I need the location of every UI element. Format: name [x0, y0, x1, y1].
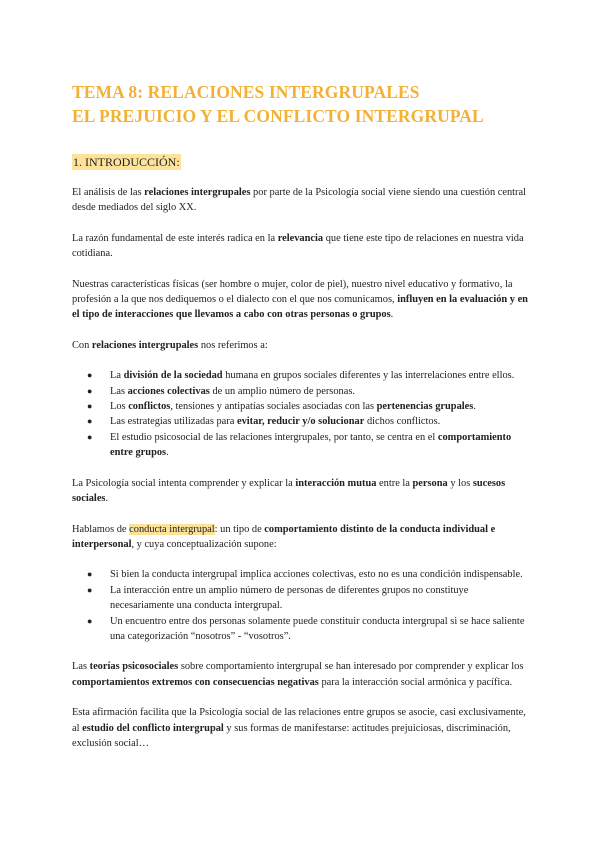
- bold-text: relaciones intergrupales: [91, 339, 199, 351]
- list-item: [87, 384, 534, 399]
- text: y sus formas de manifestarse: actitudes prejuiciosas, discriminación, exclusión social…: [72, 722, 511, 749]
- bullet-icon: ●: [87, 401, 93, 412]
- text: entre la: [376, 477, 413, 489]
- paragraph-4: [72, 338, 534, 353]
- bold-text: teorías psicosociales: [89, 661, 179, 673]
- title-line-2: EL PREJUICIO Y EL CONFLICTO INTERGRUPAL: [72, 106, 484, 126]
- text: Esta afirmación facilita que la Psicología social de las relaciones entre grupos se asocie, casi exclusivamente, al: [72, 707, 526, 734]
- bold-text: conflictos: [128, 401, 171, 413]
- bullet-icon: ●: [87, 569, 93, 580]
- bullet-icon: ●: [87, 370, 93, 381]
- list-item: [87, 399, 534, 414]
- paragraph-8: [72, 705, 534, 751]
- bold-text: sucesos sociales: [72, 477, 506, 505]
- bold-text: interacción mutua: [295, 477, 377, 489]
- text: Hablamos de: [72, 523, 130, 535]
- bullet-icon: ●: [87, 615, 93, 626]
- text: Nuestras características físicas (ser hombre o mujer, color de piel), nuestro nivel educativo y formativo, la profesión a la que nos dediquemos o el dialecto con el que nos comunicamos,: [72, 278, 513, 306]
- bold-text: influyen en la evaluación y en el tipo de interacciones que llevamos a cabo con otras personas o grupos: [72, 294, 528, 321]
- text: sobre comportamiento intergrupal se han interesado por comprender y explicar los: [178, 661, 524, 673]
- bullet-icon: ●: [87, 431, 93, 442]
- highlighted-text: conducta intergrupal: [129, 523, 215, 535]
- text: .: [390, 309, 394, 321]
- text: Las estrategias utilizadas para: [110, 416, 237, 428]
- bold-text: relevancia: [277, 232, 324, 244]
- bold-text: división de la sociedad: [123, 370, 223, 382]
- list-item: [87, 430, 534, 461]
- text: para la interacción social armónica y pacífica.: [318, 676, 513, 688]
- text: dichos conflictos.: [364, 416, 441, 428]
- text: .: [166, 447, 169, 459]
- document-title: [72, 80, 484, 128]
- bold-text: pertenencias grupales: [376, 401, 474, 413]
- text: La Psicología social intenta comprender y explicar la: [72, 477, 296, 489]
- title-line-1: TEMA 8: RELACIONES INTERGRUPALES: [72, 82, 420, 102]
- paragraph-5: [72, 476, 534, 507]
- text: .: [105, 493, 109, 505]
- text: Los: [110, 401, 129, 413]
- bullet-icon: ●: [87, 385, 93, 396]
- bullet-icon: ●: [87, 416, 93, 427]
- list-item: [87, 368, 534, 383]
- text: y los: [447, 477, 473, 489]
- bold-text: evitar, reducir y/o solucionar: [236, 416, 365, 428]
- bold-text: relaciones intergrupales: [144, 187, 251, 198]
- list-item: [87, 614, 534, 645]
- bold-text: comportamientos extremos con consecuencias negativas: [72, 676, 319, 688]
- paragraph-6: [72, 522, 534, 553]
- paragraph-7: [72, 659, 534, 690]
- bold-text: estudio del conflicto intergrupal: [82, 722, 224, 734]
- text: nos referimos a:: [198, 339, 268, 351]
- text: de un amplio número de personas.: [209, 385, 355, 397]
- bullet-list-2: [72, 567, 534, 644]
- list-item: [87, 567, 534, 582]
- text: La razón fundamental de este interés radica en la: [72, 232, 278, 244]
- text: , tensiones y antipatías sociales asociadas con las: [170, 401, 377, 413]
- paragraph-2: [72, 231, 534, 262]
- text: Si bien la conducta intergrupal implica acciones colectivas, esto no es una condición indispensable.: [110, 569, 523, 581]
- text: que tiene este tipo de relaciones en nuestra vida cotidiana.: [72, 232, 524, 260]
- section-heading: 1. INTRODUCCIÓN:: [73, 155, 180, 169]
- text: humana en grupos sociales diferentes y las interrelaciones entre ellos.: [222, 370, 515, 382]
- text: Las: [72, 661, 90, 673]
- document-body: [72, 185, 534, 766]
- bold-text: comportamiento distinto de la conducta individual e interpersonal: [72, 523, 496, 550]
- text: Un encuentro entre dos personas solamente puede constituir conducta intergrupal si se hace saliente una categorización “nosotros” - “vosotros”.: [110, 615, 525, 642]
- bullet-list-1: [72, 368, 534, 460]
- text: .: [473, 401, 476, 413]
- bullet-icon: ●: [87, 584, 93, 595]
- list-item: [87, 414, 534, 429]
- text: El análisis de las: [72, 187, 145, 198]
- text: La interacción entre un amplio número de personas de diferentes grupos no constituye necesariamente una conducta intergrupal.: [110, 584, 469, 612]
- text: : un tipo de: [214, 523, 265, 535]
- bold-text: comportamiento entre grupos: [110, 431, 512, 459]
- text: El estudio psicosocial de las relaciones intergrupales, por tanto, se centra en el: [110, 431, 438, 443]
- text: La: [110, 370, 124, 382]
- list-item: [87, 583, 534, 614]
- bold-text: acciones colectivas: [127, 385, 210, 397]
- text: Las: [110, 385, 128, 397]
- text: por parte de la Psicología social viene siendo una cuestión central desde mediados del siglo XX.: [72, 187, 527, 214]
- bold-text: persona: [412, 477, 448, 489]
- paragraph-3: [72, 277, 534, 323]
- text: , y cuya conceptualización supone:: [131, 538, 277, 550]
- paragraph-1: [72, 185, 534, 216]
- text: Con: [72, 339, 92, 351]
